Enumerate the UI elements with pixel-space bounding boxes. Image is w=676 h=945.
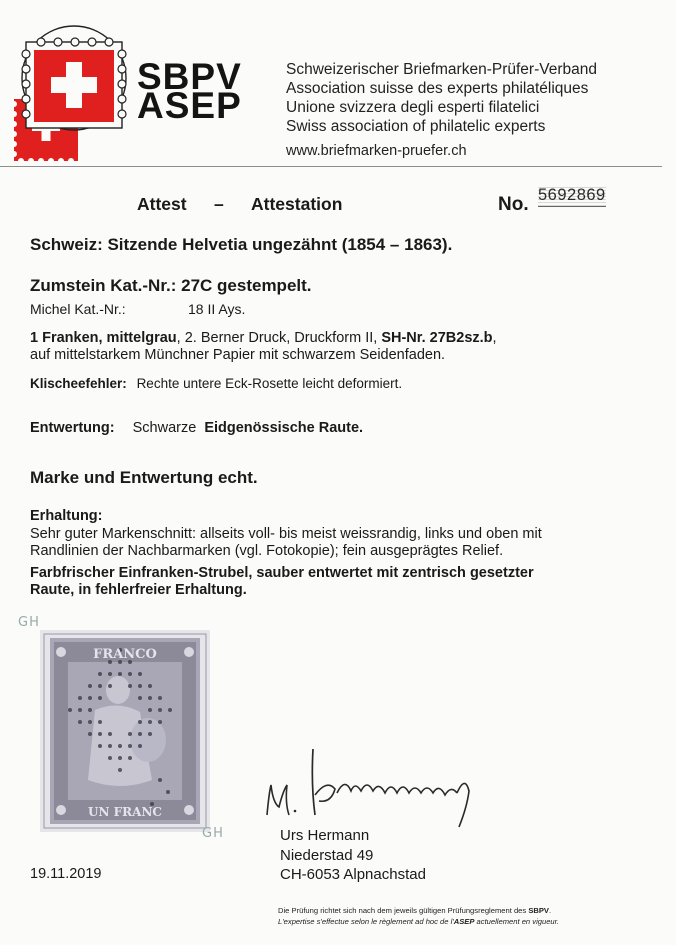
brand-sbpv: SBPV — [137, 56, 242, 97]
footer-de-end: . — [549, 906, 552, 915]
examiner-street: Niederstad 49 — [280, 846, 374, 864]
footer-de-text: Die Prüfung richtet sich nach dem jeweils gültigen Prüfungsreglement des — [278, 906, 529, 915]
genuine-statement: Marke und Entwertung echt. — [30, 468, 258, 487]
footer-note — [278, 905, 559, 927]
attest-dash: – — [214, 194, 224, 214]
assoc-name-en: Swiss association of philatelic experts — [286, 118, 546, 135]
condition-label: Erhaltung: — [30, 508, 103, 524]
footer-de — [278, 905, 559, 916]
condition-line-1: Sehr guter Markenschnitt: allseits voll- bis meist weissrandig, links und oben mit — [30, 526, 542, 542]
plate-flaw-label: Klischeefehler: — [30, 376, 127, 391]
cancellation-color: Schwarze — [132, 420, 197, 436]
examiner-address — [280, 826, 426, 885]
examiner-signature — [255, 745, 485, 830]
attestation-label: Attestation — [251, 194, 343, 214]
stamp-top-text: FRANCO — [93, 647, 157, 662]
certificate-number-label: No. — [498, 194, 529, 215]
certificate-number: 5692869 — [538, 186, 606, 207]
stamp-title: Schweiz: Sitzende Helvetia ungezähnt (1854 – 1863). — [30, 235, 453, 254]
examiner-city: CH-6053 Alpnachstad — [280, 866, 426, 883]
description-denomination: 1 Franken, mittelgrau — [30, 330, 177, 346]
plate-flaw-value: Rechte untere Eck-Rosette leicht deformiert. — [136, 376, 403, 391]
footer-fr-end: actuellement en vigueur. — [474, 917, 560, 926]
description-sh-number: SH-Nr. 27B2sz.b — [381, 330, 493, 346]
assoc-name-fr: Association suisse des experts philatéliques — [286, 80, 589, 97]
footer-de-org: SBPV — [528, 906, 549, 915]
condition-line-2: Randlinien der Nachbarmarken (vgl. Fotokopie); fein ausgeprägtes Relief. — [30, 543, 504, 559]
description-comma: , — [492, 330, 497, 346]
stamp-bottom-text: UN FRANC — [88, 805, 162, 819]
association-names — [286, 60, 597, 136]
michel-label: Michel Kat.-Nr.: — [30, 301, 126, 317]
website-url: www.briefmarken-pruefer.ch — [286, 143, 467, 159]
description-paper: auf mittelstarkem Münchner Papier mit schwarzem Seidenfaden. — [30, 347, 446, 363]
stamp-image — [40, 630, 210, 832]
footer-fr-org: ASEP — [453, 917, 475, 926]
brand-abbreviation — [137, 56, 242, 126]
header-divider — [0, 166, 662, 167]
zumstein-number: Zumstein Kat.-Nr.: 27C gestempelt. — [30, 276, 312, 295]
michel-number: 18 II Ays. — [188, 301, 246, 317]
issue-date: 19.11.2019 — [30, 866, 102, 882]
cancellation-label: Entwertung: — [30, 420, 115, 436]
condition-summary-2: Raute, in fehlerfreier Erhaltung. — [30, 582, 247, 598]
footer-fr-text: L'expertise s'effectue selon le règlement ad hoc de l' — [278, 917, 454, 926]
logo-front-stamp — [22, 38, 126, 128]
examiner-mark-bottom: GH — [202, 826, 224, 841]
cancellation-type: Eidgenössische Raute. — [204, 420, 364, 436]
assoc-name-it: Unione svizzera degli esperti filatelici — [286, 99, 540, 116]
footer-fr — [278, 916, 559, 927]
stamp-description — [30, 330, 497, 346]
assoc-name-de: Schweizerischer Briefmarken-Prüfer-Verband — [286, 61, 597, 78]
sbpv-logo — [6, 24, 136, 164]
cancellation — [30, 420, 363, 436]
examiner-mark-top: GH — [18, 615, 40, 630]
condition-summary-1: Farbfrischer Einfranken-Strubel, sauber entwertet mit zentrisch gesetzter — [30, 565, 534, 581]
examiner-name: Urs Hermann — [280, 827, 370, 844]
brand-asep: ASEP — [137, 85, 242, 126]
description-print: , 2. Berner Druck, Druckform II, — [176, 330, 382, 346]
plate-flaw — [30, 376, 402, 391]
attest-label: Attest — [137, 194, 187, 214]
